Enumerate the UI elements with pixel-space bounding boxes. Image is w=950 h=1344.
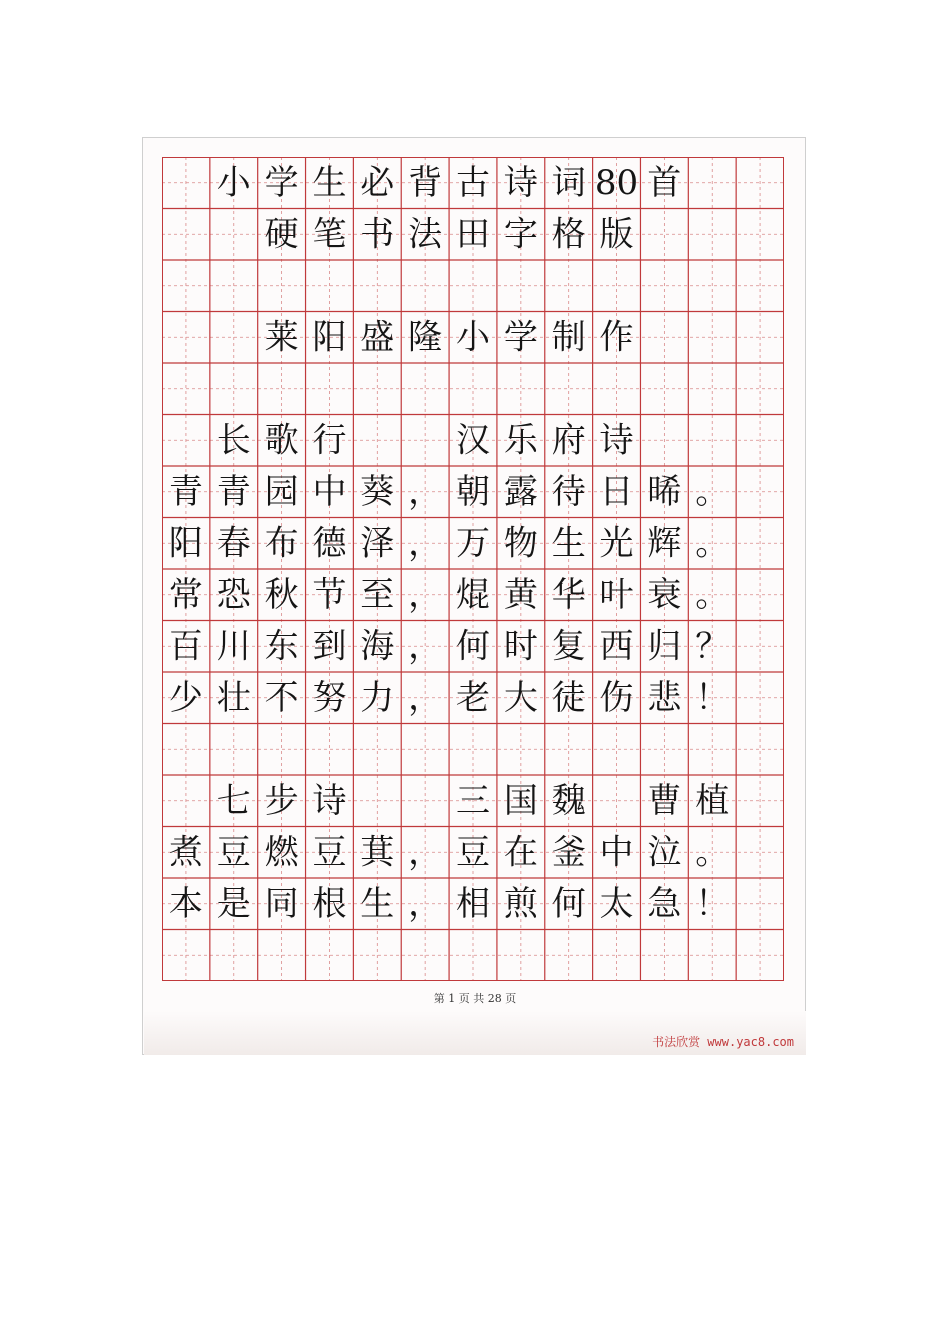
grid-character: 朝: [456, 471, 490, 512]
footer-band: [144, 1011, 806, 1055]
grid-character: 七: [216, 780, 251, 821]
grid-character: 。: [695, 832, 730, 873]
grid-character: 盛: [360, 317, 395, 358]
grid-character: 叶: [599, 574, 634, 615]
grid-character: 辉: [647, 523, 682, 564]
grid-character: 釜: [551, 832, 586, 873]
grid-character: 版: [599, 214, 634, 255]
grid-character: 努: [312, 677, 347, 718]
grid-character: 生: [551, 523, 586, 564]
grid-character: 何: [456, 626, 490, 667]
grid-character: 徒: [551, 677, 586, 718]
grid-character: ，: [408, 574, 443, 615]
grid-character: 词: [551, 162, 586, 203]
grid-character: ，: [408, 677, 443, 718]
grid-character: 大: [503, 677, 538, 718]
grid-character: 晞: [647, 471, 682, 512]
grid-character: ！: [695, 883, 730, 924]
grid-character: 学: [264, 162, 299, 203]
grid-character: 诗: [312, 780, 347, 821]
grid-character: 日: [599, 471, 634, 512]
grid-character: 根: [312, 883, 347, 924]
grid-character: 。: [695, 471, 730, 512]
grid-character: 府: [551, 420, 586, 461]
grid-character: 力: [360, 677, 395, 718]
grid-character: 至: [360, 574, 395, 615]
grid-character: ，: [408, 883, 443, 924]
grid-character: ，: [408, 471, 443, 512]
grid-character: 豆: [216, 832, 251, 873]
grid-character: 是: [216, 883, 251, 924]
grid-character: ，: [408, 832, 443, 873]
grid-character: 笔: [312, 214, 347, 255]
grid-character: 阳: [312, 317, 347, 358]
grid-character: 德: [312, 523, 347, 564]
grid-character: 汉: [456, 420, 490, 461]
grid-character: 行: [312, 420, 347, 461]
grid-character: 壮: [216, 677, 251, 718]
grid-character: 隆: [408, 317, 443, 358]
grid-character: 字: [503, 214, 538, 255]
grid-character: 豆: [456, 832, 490, 873]
grid-character: 川: [216, 626, 251, 667]
grid-character: 在: [503, 832, 538, 873]
grid-character: 悲: [647, 677, 682, 718]
grid-character: 小: [456, 317, 490, 358]
grid-character: 必: [360, 162, 395, 203]
grid-character: 。: [695, 523, 730, 564]
grid-character: 魏: [551, 780, 586, 821]
grid-character: 硬: [264, 214, 299, 255]
grid-character: 黄: [503, 574, 538, 615]
grid-character: 恐: [216, 574, 251, 615]
grid-character: 乐: [503, 420, 538, 461]
grid-character: 常: [168, 574, 203, 615]
grid-character: 焜: [456, 574, 490, 615]
grid-character: 急: [647, 883, 682, 924]
grid-character: ！: [695, 677, 730, 718]
grid-character: 时: [503, 626, 538, 667]
grid-character: 青: [168, 471, 203, 512]
grid-character: 少: [168, 677, 203, 718]
grid-character: 国: [503, 780, 538, 821]
grid-character: 华: [551, 574, 586, 615]
grid-character: 燃: [264, 832, 299, 873]
grid-character: 归: [647, 626, 682, 667]
grid-character: 本: [168, 883, 203, 924]
grid-character: 曹: [647, 780, 682, 821]
grid-character: 泽: [360, 523, 395, 564]
grid-character: 万: [456, 523, 490, 564]
grid-character: 西: [599, 626, 634, 667]
grid-character: 诗: [599, 420, 634, 461]
grid-character: 葵: [360, 471, 395, 512]
grid-character: 伤: [599, 677, 634, 718]
grid-character: 海: [360, 626, 395, 667]
grid-character: 露: [503, 471, 538, 512]
grid-character: 中: [312, 471, 347, 512]
grid-character: 步: [264, 780, 299, 821]
grid-character: 80: [594, 162, 639, 203]
grid-character: 豆: [312, 832, 347, 873]
grid-character: 小: [216, 162, 251, 203]
grid-character: 生: [360, 883, 395, 924]
grid-character: 三: [456, 780, 490, 821]
grid-character: 泣: [647, 832, 682, 873]
grid-character: 老: [456, 677, 490, 718]
grid-character: 书: [360, 214, 395, 255]
grid-character: 太: [599, 883, 634, 924]
grid-character: 阳: [168, 523, 203, 564]
grid-character: 背: [408, 162, 443, 203]
grid-character: 格: [551, 214, 586, 255]
grid-character: 中: [599, 832, 634, 873]
grid-character: 节: [312, 574, 347, 615]
grid-character: 布: [264, 523, 299, 564]
grid-character: 到: [312, 626, 347, 667]
grid-character: 古: [456, 162, 490, 203]
grid-character: 煎: [503, 883, 538, 924]
grid-character: 首: [647, 162, 682, 203]
grid-character: 莱: [264, 317, 299, 358]
grid-character: ？: [695, 626, 730, 667]
grid-character: 煮: [168, 832, 203, 873]
grid-character: 歌: [264, 420, 299, 461]
grid-character: 秋: [264, 574, 299, 615]
grid-character: 植: [695, 780, 730, 821]
grid-character: 法: [408, 214, 443, 255]
grid-character: 田: [456, 214, 490, 255]
grid-character: 生: [312, 162, 347, 203]
grid-character: 长: [216, 420, 251, 461]
grid-character: 春: [216, 523, 251, 564]
grid-character: 同: [264, 883, 299, 924]
grid-character: 衰: [647, 574, 682, 615]
grid-character: 制: [551, 317, 586, 358]
grid-character: 诗: [503, 162, 538, 203]
site-watermark: 书法欣赏 www.yac8.com: [652, 1035, 794, 1049]
grid-character: 萁: [360, 832, 395, 873]
grid-character: ，: [408, 626, 443, 667]
grid-character: 何: [551, 883, 586, 924]
grid-character: 不: [264, 677, 299, 718]
grid-character: 东: [264, 626, 299, 667]
page-indicator: 第 1 页 共 28 页: [433, 992, 517, 1005]
grid-character: 相: [456, 883, 490, 924]
grid-character: 待: [551, 471, 586, 512]
grid-character: 复: [551, 626, 586, 667]
grid-character: 园: [264, 471, 299, 512]
grid-character: 。: [695, 574, 730, 615]
grid-character: 百: [168, 626, 203, 667]
grid-character: 光: [599, 523, 634, 564]
grid-character: 青: [216, 471, 251, 512]
grid-character: 学: [503, 317, 538, 358]
grid-character: 物: [503, 523, 538, 564]
grid-character: 作: [599, 317, 634, 358]
tianzige-grid: [162, 157, 784, 981]
grid-character: ，: [408, 523, 443, 564]
